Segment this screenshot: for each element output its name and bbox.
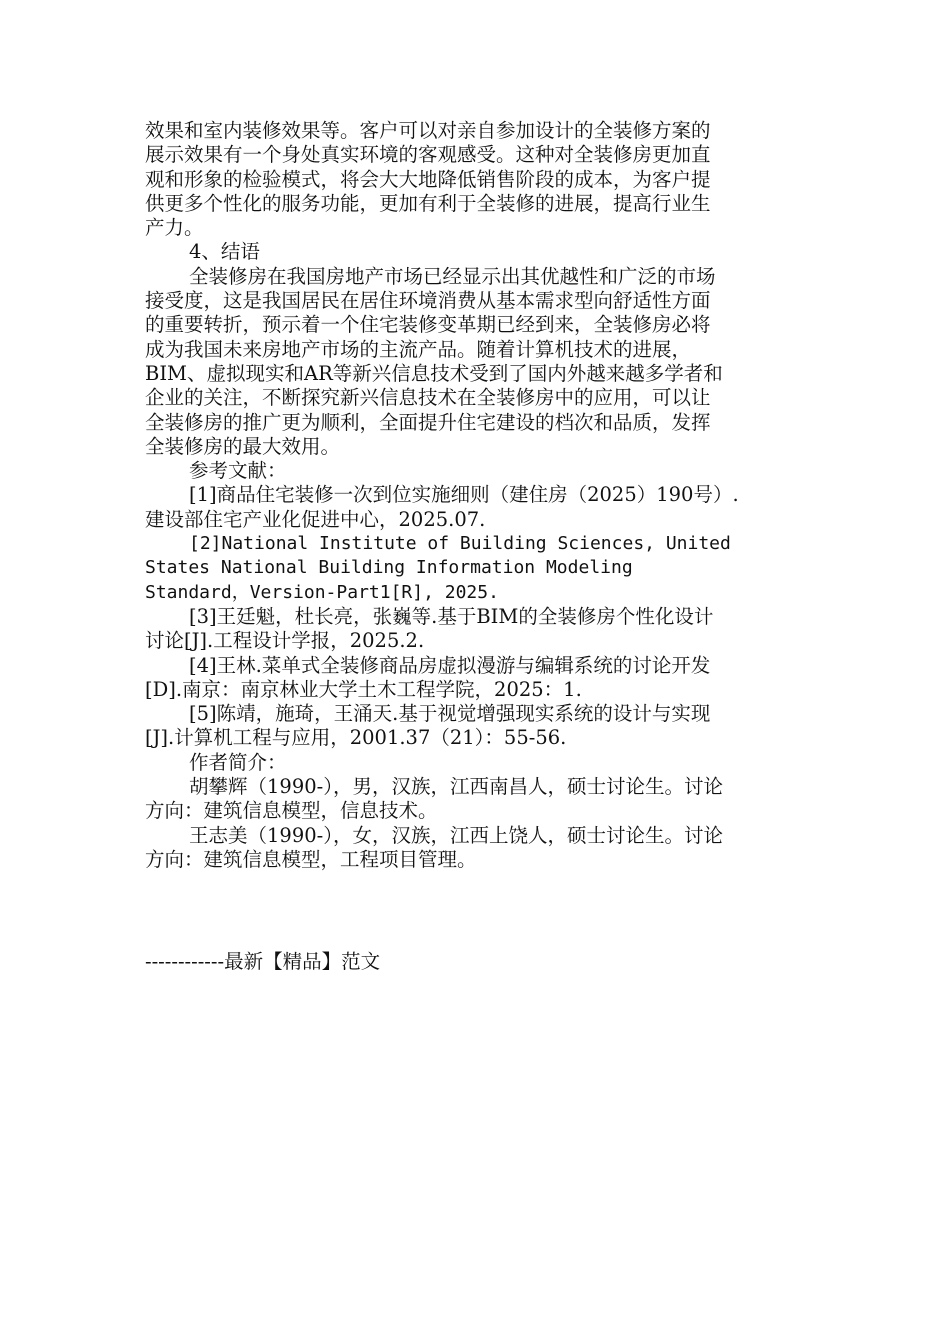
- document-body: [145, 119, 807, 872]
- reference-line: [2]National Institute of Building Sciences, United: [189, 533, 731, 555]
- authors-heading: 作者简介：: [189, 750, 287, 774]
- author-line: 王志美（1990-），女，汉族，江西上饶人，硕士讨论生。讨论: [189, 823, 723, 847]
- text-line: 观和形象的检验模式，将会大大地降低销售阶段的成本，为客户提: [145, 167, 711, 191]
- text-line: 企业的关注，不断探究新兴信息技术在全装修房中的应用，可以让: [145, 386, 711, 410]
- author-line: 胡攀辉（1990-），男，汉族，江西南昌人，硕士讨论生。讨论: [189, 775, 723, 799]
- reference-line: 讨论[J].工程设计学报，2025.2.: [145, 629, 425, 653]
- author-line: 方向：建筑信息模型，工程项目管理。: [145, 847, 477, 871]
- author-item: [145, 775, 807, 824]
- reference-line: States National Building Information Modeling: [145, 557, 633, 579]
- text-line: 全装修房的推广更为顺利，全面提升住宅建设的档次和品质，发挥: [145, 410, 711, 434]
- author-item: [145, 824, 807, 873]
- text-line: 全装修房的最大效用。: [145, 434, 341, 458]
- paragraph-continued: [145, 119, 807, 240]
- reference-line: [4]王林.菜单式全装修商品房虚拟漫游与编辑系统的讨论开发: [189, 653, 711, 677]
- conclusion-heading: 4、结语: [189, 240, 260, 264]
- text-line: 产力。: [145, 216, 204, 240]
- text-line: 供更多个性化的服务功能，更加有利于全装修的进展，提高行业生: [145, 191, 711, 215]
- reference-line: [J].计算机工程与应用，2001.37（21）：55-56.: [145, 726, 567, 750]
- reference-item: [145, 532, 807, 605]
- text-line: 全装修房在我国房地产市场已经显示出其优越性和广泛的市场: [189, 264, 716, 288]
- reference-line: 建设部住宅产业化促进中心，2025.07.: [145, 507, 486, 531]
- reference-item: [145, 605, 807, 654]
- references-heading: 参考文献：: [189, 459, 287, 483]
- conclusion-paragraph: [145, 265, 807, 459]
- reference-list: [145, 483, 807, 750]
- text-line: BIM、虚拟现实和AR等新兴信息技术受到了国内外越来越多学者和: [145, 361, 723, 385]
- reference-item: [145, 702, 807, 751]
- reference-line: [D].南京：南京林业大学土木工程学院，2025：1.: [145, 677, 582, 701]
- reference-line: Standard，Version-Part1[R], 2025.: [145, 581, 499, 603]
- reference-line: [3]王廷魁，杜长亮，张巍等.基于BIM的全装修房个性化设计: [189, 604, 714, 628]
- text-line: 展示效果有一个身处真实环境的客观感受。这种对全装修房更加直: [145, 143, 711, 167]
- text-line: 接受度，这是我国居民在居住环境消费从基本需求型向舒适性方面: [145, 289, 711, 313]
- text-line: 成为我国未来房地产市场的主流产品。随着计算机技术的进展，: [145, 337, 692, 361]
- reference-item: [145, 483, 807, 532]
- reference-item: [145, 654, 807, 703]
- author-line: 方向：建筑信息模型，信息技术。: [145, 799, 438, 823]
- author-list: [145, 775, 807, 872]
- text-line: 的重要转折，预示着一个住宅装修变革期已经到来，全装修房必将: [145, 313, 711, 337]
- page-footer: ------------最新【精品】范文: [145, 950, 381, 973]
- reference-line: [5]陈靖，施琦，王涌天.基于视觉增强现实系统的设计与实现: [189, 702, 711, 726]
- text-line: 效果和室内装修效果等。客户可以对亲自参加设计的全装修方案的: [145, 119, 711, 142]
- reference-line: [1]商品住宅装修一次到位实施细则（建住房（2025）190号）.: [189, 483, 739, 507]
